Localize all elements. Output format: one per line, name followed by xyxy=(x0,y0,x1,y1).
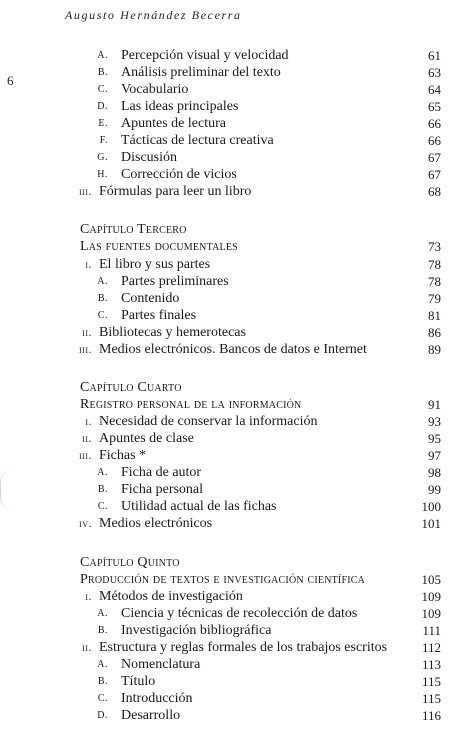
toc-entry xyxy=(0,81,441,98)
toc-entry-page: 78 xyxy=(428,274,441,289)
toc-entry-page: 109 xyxy=(421,589,441,604)
toc-entry xyxy=(0,256,441,273)
toc-entry-page: 89 xyxy=(428,342,441,357)
toc-entry-title: Desarrollo xyxy=(121,708,181,723)
toc-entry-title: Ficha personal xyxy=(121,482,204,497)
toc-entry-number: C. xyxy=(97,501,108,512)
toc-entry-number: B. xyxy=(97,293,108,304)
toc-entry xyxy=(0,132,441,149)
toc-entry-page: 67 xyxy=(428,150,441,165)
toc-entry-title: Medios electrónicos. Bancos de datos e Internet xyxy=(99,342,367,357)
toc-entry xyxy=(0,64,441,81)
toc-entry xyxy=(0,656,441,673)
toc-entry xyxy=(0,707,441,724)
toc-entry xyxy=(0,183,441,200)
toc-entry xyxy=(0,515,441,532)
toc-entry-title: El libro y sus partes xyxy=(99,257,211,272)
toc-entry xyxy=(0,639,441,656)
toc-entry xyxy=(0,498,441,515)
toc-entry-page: 109 xyxy=(421,606,441,621)
toc-entry xyxy=(0,430,441,447)
toc-entry-title: Partes preliminares xyxy=(121,274,229,289)
toc-entry xyxy=(0,290,441,307)
toc-entry-title: Corrección de vicios xyxy=(121,167,237,182)
toc-entry-page: 111 xyxy=(422,623,441,638)
toc-entry-number: E. xyxy=(98,118,108,129)
toc-entry-page: 99 xyxy=(428,482,441,497)
toc-entry-title: Contenido xyxy=(121,291,180,306)
toc-entry-number: B. xyxy=(97,625,108,636)
toc-entry-page: 65 xyxy=(428,99,441,114)
toc-entry-number: H. xyxy=(97,169,108,180)
toc-entry-number: iii. xyxy=(79,448,92,462)
toc-entry xyxy=(0,273,441,290)
toc-entry xyxy=(0,396,441,413)
toc-entry-number: C. xyxy=(97,84,108,95)
toc-entry-page: 98 xyxy=(428,465,441,480)
toc-entry-page: 64 xyxy=(428,82,441,97)
toc-entry-number: A. xyxy=(97,276,108,287)
toc-entry-title: Análisis preliminar del texto xyxy=(121,65,281,80)
toc-entry-title: Ciencia y técnicas de recolección de datos xyxy=(121,606,358,621)
toc-entry xyxy=(0,464,441,481)
toc-entry-page: 79 xyxy=(428,291,441,306)
toc-entry-number: A. xyxy=(97,467,108,478)
toc-entry-number: B. xyxy=(97,484,108,495)
toc-entry-number: iii. xyxy=(79,342,92,356)
toc-entry-title: Fórmulas para leer un libro xyxy=(99,184,252,199)
toc-entry-title: Utilidad actual de las fichas xyxy=(121,499,277,514)
toc-entry xyxy=(0,605,441,622)
toc-entry xyxy=(0,221,441,238)
toc-entry-number: i. xyxy=(85,414,92,428)
toc-entry-page: 116 xyxy=(421,708,441,723)
toc-entry-title: Ficha de autor xyxy=(121,465,202,480)
toc-entry-page: 105 xyxy=(421,572,441,587)
toc-entry-page: 93 xyxy=(428,414,441,429)
toc-entry xyxy=(0,324,441,341)
toc-entry-title: Percepción visual y velocidad xyxy=(121,48,289,63)
toc-entry-page: 97 xyxy=(428,448,441,463)
toc-entry-title: Investigación bibliográfica xyxy=(121,623,272,638)
toc-entry-number: iii. xyxy=(79,184,92,198)
toc-entry-page: 68 xyxy=(428,184,441,199)
toc-entry-page: 95 xyxy=(428,431,441,446)
toc-entry-title: Partes finales xyxy=(121,308,197,323)
page-number: 6 xyxy=(7,73,14,88)
toc-entry-page: 66 xyxy=(428,133,441,148)
running-header: Augusto Hernández Becerra xyxy=(65,8,242,22)
toc-entry-title: Título xyxy=(121,674,156,689)
toc-entry xyxy=(0,571,441,588)
toc-entry-number: ii. xyxy=(82,431,92,445)
toc-entry-page: 61 xyxy=(428,48,441,63)
toc-entry xyxy=(0,379,441,396)
toc-entry xyxy=(0,622,441,639)
toc-entry-number: B. xyxy=(97,67,108,78)
toc-entry-page: 101 xyxy=(421,516,441,531)
toc-entry-page: 63 xyxy=(428,65,441,80)
toc-entry-page: 86 xyxy=(428,325,441,340)
toc-entry xyxy=(0,673,441,690)
toc-entry xyxy=(0,307,441,324)
toc-entry xyxy=(0,481,441,498)
toc-entry-title: Necesidad de conservar la información xyxy=(99,414,318,429)
toc-entry-title: Discusión xyxy=(121,150,177,165)
chapter-title: Las fuentes documentales xyxy=(80,239,238,254)
toc-entry-title: Medios electrónicos xyxy=(99,516,213,531)
toc-entry-number: A. xyxy=(97,659,108,670)
toc-entry-number: C. xyxy=(97,693,108,704)
toc-entry xyxy=(0,115,441,132)
chapter-title: Producción de textos e investigación científica xyxy=(80,572,366,587)
toc-entry-page: 115 xyxy=(421,674,441,689)
toc-entry-title: Tácticas de lectura creativa xyxy=(121,133,274,148)
toc-entry-title: Nomenclatura xyxy=(121,657,201,672)
toc-entry xyxy=(0,98,441,115)
toc-entry-title: Apuntes de clase xyxy=(99,431,194,446)
toc-entry-number: C. xyxy=(97,310,108,321)
toc-entry-number: A. xyxy=(97,50,108,61)
toc-entry-number: B. xyxy=(97,676,108,687)
toc-entry-page: 78 xyxy=(428,257,441,272)
toc-entry xyxy=(0,588,441,605)
toc-entry xyxy=(0,341,441,358)
toc-entry-page: 73 xyxy=(428,239,441,254)
toc-entry-page: 113 xyxy=(421,657,441,672)
chapter-title: Registro personal de la información xyxy=(80,397,302,412)
chapter-heading: Capítulo Quinto xyxy=(80,555,180,570)
toc-entry-number: ii. xyxy=(82,640,92,654)
toc-entry-number: i. xyxy=(85,589,92,603)
toc-entry-title: Bibliotecas y hemerotecas xyxy=(99,325,246,340)
toc-entry xyxy=(0,166,441,183)
toc-entry-title: Vocabulario xyxy=(121,82,189,97)
toc-entry-title: Fichas * xyxy=(99,448,147,463)
toc-entry xyxy=(0,413,441,430)
chapter-heading: Capítulo Cuarto xyxy=(80,380,182,395)
toc-entry-number: i. xyxy=(85,257,92,271)
toc-entry xyxy=(0,149,441,166)
toc-entry xyxy=(0,447,441,464)
toc-entry-number: F. xyxy=(99,135,108,146)
toc-entry-number: D. xyxy=(97,710,108,721)
chapter-heading: Capítulo Tercero xyxy=(80,222,187,237)
toc-entry-title: Apuntes de lectura xyxy=(121,116,226,131)
toc-entry-page: 91 xyxy=(428,397,441,412)
toc-entry-title: Introducción xyxy=(121,691,193,706)
toc-entry-page: 81 xyxy=(428,308,441,323)
toc-entry-page: 100 xyxy=(421,499,441,514)
toc-entry-number: ii. xyxy=(82,325,92,339)
toc-entry-number: A. xyxy=(97,608,108,619)
toc-entry xyxy=(0,554,441,571)
toc-entry-title: Las ideas principales xyxy=(121,99,239,114)
toc-entry-number: G. xyxy=(97,152,108,163)
toc-entry-page: 67 xyxy=(428,167,441,182)
toc-entry-title: Estructura y reglas formales de los trabajos escritos xyxy=(99,640,388,655)
toc-entry-number: iv. xyxy=(79,516,92,530)
toc-entry xyxy=(0,690,441,707)
toc-entry-page: 66 xyxy=(428,116,441,131)
toc-entry xyxy=(0,47,441,64)
toc-entry xyxy=(0,238,441,255)
toc-entry-number: D. xyxy=(97,101,108,112)
toc-entry-page: 112 xyxy=(421,640,441,655)
toc-entry-page: 115 xyxy=(421,691,441,706)
toc-entry-title: Métodos de investigación xyxy=(99,589,243,604)
